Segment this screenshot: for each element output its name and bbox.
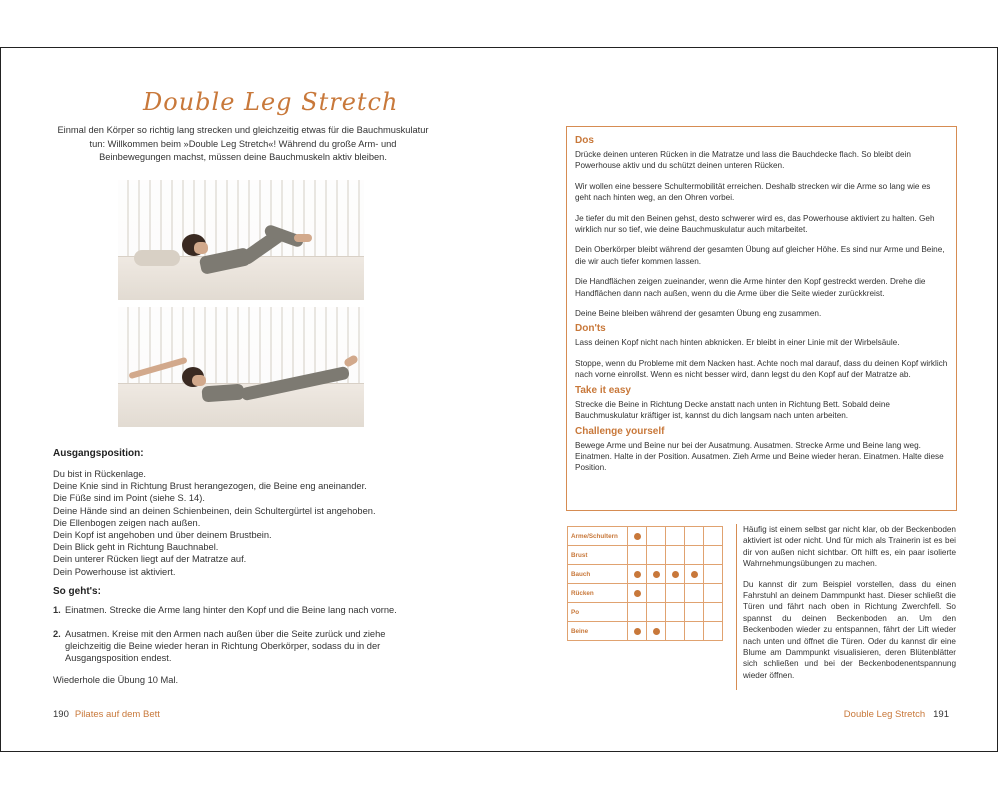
- page-number: 191: [933, 709, 949, 720]
- grid-cell: [666, 565, 685, 584]
- start-line: Die Ellenbogen zeigen nach außen.: [53, 517, 201, 528]
- tips-box: [566, 126, 957, 511]
- start-line: Du bist in Rückenlage.: [53, 469, 147, 479]
- grid-row: [568, 546, 723, 565]
- intensity-dot: [672, 571, 679, 578]
- step-text: Einatmen. Strecke die Arme lang hinter den Kopf und die Beine lang nach vorne.: [65, 605, 397, 615]
- exercise-title: Double Leg Stretch: [143, 88, 399, 116]
- how-to-heading: So geht's:: [53, 586, 101, 597]
- dos-item: Die Handflächen zeigen zueinander, wenn die Arme hinter den Kopf gestreckt werden. Drehe die Handflächen dann nach außen, wenn du die Arme über die Seite wieder zurückkreist.: [575, 277, 926, 298]
- intensity-dot: [653, 628, 660, 635]
- grid-cell: [647, 546, 666, 565]
- grid-cell: [704, 565, 723, 584]
- challenge-text: Bewege Arme und Beine nur bei der Ausatmung. Ausatmen. Strecke Arme und Beine lang weg. Einatmen. Halte in der Position. Ausatmen. Zieh Arme und Beine wieder heran. Einatmen. Halte diese Position.: [575, 440, 944, 473]
- donts-heading: Don'ts: [575, 323, 606, 335]
- grid-cell: [704, 622, 723, 641]
- pelvic-floor-text: [736, 524, 956, 690]
- start-line: Deine Knie sind in Richtung Brust herangezogen, die Beine eng aneinander.: [53, 481, 367, 492]
- exercise-photo-start: [118, 180, 364, 300]
- grid-cell: [628, 622, 647, 641]
- start-line: Dein Blick geht in Richtung Bauchnabel.: [53, 542, 219, 553]
- grid-row: [568, 584, 723, 603]
- grid-cell: [685, 527, 704, 546]
- grid-cell: [666, 603, 685, 622]
- grid-row-label: Bauch: [568, 565, 628, 584]
- start-line: Dein Powerhouse ist aktiviert.: [53, 566, 176, 577]
- grid-cell: [704, 527, 723, 546]
- grid-cell: [685, 546, 704, 565]
- grid-cell: [704, 584, 723, 603]
- grid-cell: [666, 527, 685, 546]
- right-page: [501, 48, 999, 751]
- intensity-dot: [691, 571, 698, 578]
- easy-heading: Take it easy: [575, 384, 631, 396]
- grid-cell: [647, 527, 666, 546]
- dos-item: Je tiefer du mit den Beinen gehst, desto schwerer wird es, das Powerhouse aktiviert zu halten. Geh wirklich nur so tief, wie deine Bauchmuskulatur auch mitarbeitet.: [575, 213, 935, 235]
- grid-cell: [647, 565, 666, 584]
- easy-text: Strecke die Beine in Richtung Decke anstatt nach unten in Richtung Bett. Sobald deine Bauchmuskulatur kräftiger ist, kannst du dich langsam nach unten arbeiten.: [575, 399, 890, 421]
- grid-cell: [628, 546, 647, 565]
- intensity-dot: [634, 533, 641, 540]
- grid-cell: [647, 603, 666, 622]
- grid-cell: [628, 603, 647, 622]
- grid-row: [568, 565, 723, 584]
- book-spread: [0, 47, 998, 752]
- start-position-heading: Ausgangsposition:: [53, 448, 144, 459]
- step-number: 2.: [53, 629, 61, 639]
- start-position-list: [53, 468, 433, 578]
- grid-cell: [685, 622, 704, 641]
- grid-row-label: Rücken: [568, 584, 628, 603]
- start-line: Dein Kopf ist angehoben und über deinem Brustbein.: [53, 530, 272, 541]
- start-line: Die Füße sind im Point (siehe S. 14).: [53, 493, 205, 504]
- intensity-dot: [634, 590, 641, 597]
- grid-cell: [628, 565, 647, 584]
- grid-cell: [666, 584, 685, 603]
- grid-cell: [628, 527, 647, 546]
- grid-row-label: Arme/Schultern: [568, 527, 628, 546]
- right-footer: [844, 709, 949, 720]
- dos-heading: Dos: [575, 135, 594, 146]
- intro-text: Einmal den Körper so richtig lang strecken und gleichzeitig etwas für die Bauchmuskulatur tun: Willkommen beim »Double Leg Stretch«! Während du große Arm- und Beinbewegungen machst, müssen deine Bauchmuskeln aktiv bleiben.: [57, 125, 429, 162]
- muscle-grid: [567, 526, 723, 641]
- grid-cell: [685, 565, 704, 584]
- dos-item: Drücke deinen unteren Rücken in die Matratze und lass die Bauchdecke flach. So bleibt dein Powerhouse aktiv und du schützt deinen unteren Rücken.: [575, 150, 911, 171]
- left-page: [1, 48, 501, 751]
- grid-cell: [647, 622, 666, 641]
- step-1: [53, 604, 433, 616]
- grid-cell: [647, 584, 666, 603]
- step-number: 1.: [53, 605, 61, 615]
- exercise-photo-stretch: [118, 307, 364, 427]
- grid-row-label: Brust: [568, 546, 628, 565]
- donts-item: Lass deinen Kopf nicht nach hinten abknicken. Er bleibt in einer Linie mit der Wirbelsäule.: [575, 338, 900, 348]
- grid-cell: [628, 584, 647, 603]
- dos-item: Wir wollen eine bessere Schultermobilität erreichen. Deshalb strecken wir die Arme so lang wie es geht nach hinten weg, an den Ohren vorbei.: [575, 181, 931, 203]
- repeat-note: Wiederhole die Übung 10 Mal.: [53, 675, 179, 685]
- grid-row-label: Po: [568, 603, 628, 622]
- grid-cell: [666, 622, 685, 641]
- challenge-heading: Challenge yourself: [575, 425, 665, 437]
- dos-item: Dein Oberkörper bleibt während der gesamten Übung auf gleicher Höhe. Es sind nur Arme und Beine, die wir auch tiefer kommen lassen.: [575, 245, 945, 266]
- intensity-dot: [634, 571, 641, 578]
- step-text: Ausatmen. Kreise mit den Armen nach außen über die Seite zurück und ziehe gleichzeitig die Beine wieder heran in Richtung Oberkörper, sodass du in der Ausgangsposition endest.: [65, 629, 386, 664]
- grid-row: [568, 622, 723, 641]
- grid-cell: [704, 546, 723, 565]
- grid-cell: [704, 603, 723, 622]
- step-2: [53, 628, 433, 665]
- side-paragraph: Häufig ist einem selbst gar nicht klar, ob der Beckenboden aktiviert ist oder nicht. Und für mich als Trainerin ist es bei dir von außen nicht sichtbar. Oft hilft es, ein paar isolierte Wahrnehmungsübungen zu machen.: [743, 525, 956, 569]
- left-footer: [53, 709, 160, 720]
- start-line: Dein unterer Rücken liegt auf der Matratze auf.: [53, 554, 247, 565]
- grid-cell: [685, 603, 704, 622]
- grid-row-label: Beine: [568, 622, 628, 641]
- chapter-title: Pilates auf dem Bett: [74, 709, 160, 720]
- grid-row: [568, 527, 723, 546]
- page-number: 190: [53, 709, 69, 720]
- dos-item: Deine Beine bleiben während der gesamten Übung eng zusammen.: [575, 309, 822, 319]
- donts-item: Stoppe, wenn du Probleme mit dem Nacken hast. Achte noch mal darauf, dass du deinen Kopf wirklich nach vorne einrollst. Wenn es nicht besser wird, dann legst du den Kopf auf der Matratze ab.: [575, 358, 948, 380]
- grid-cell: [666, 546, 685, 565]
- start-line: Deine Hände sind an deinen Schienbeinen, dein Schultergürtel ist angehoben.: [53, 505, 376, 516]
- side-paragraph: Du kannst dir zum Beispiel vorstellen, dass du einen Fahrstuhl an deinem Dammpunkt hast. Dieser schließt die Türen und fährt nach oben in Richtung Zwerchfell. So spannst du deinen Beckenboden an. Um den Beckenboden wieder zu entspannen, fährt der Lift wieder nach unten und öffnet die Türen. Oder du kannst dir eine Blume am Dammpunkt visualisieren, deren Blütenblätter sich schließen und bei der Beckenbodenentspannung wieder öffnen.: [743, 579, 956, 680]
- intensity-dot: [653, 571, 660, 578]
- chapter-title: Double Leg Stretch: [843, 709, 926, 720]
- intensity-dot: [634, 628, 641, 635]
- grid-row: [568, 603, 723, 622]
- grid-cell: [685, 584, 704, 603]
